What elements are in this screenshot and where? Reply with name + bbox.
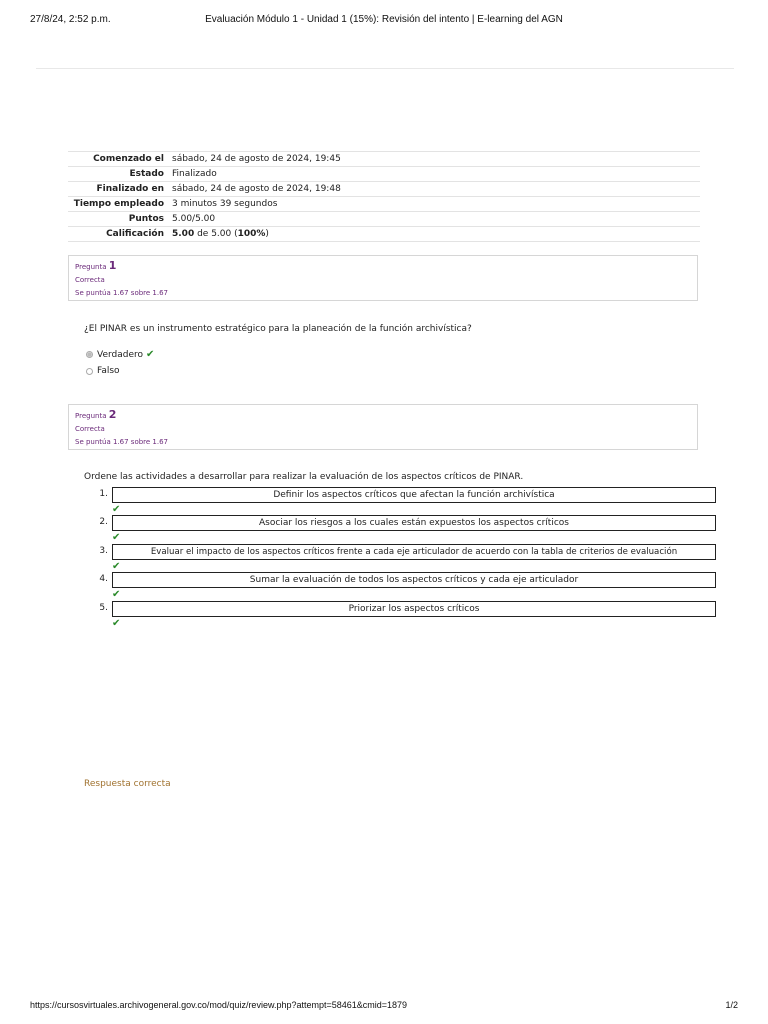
ordering-index: 2. (99, 517, 108, 527)
check-icon: ✔ (112, 532, 121, 543)
summary-label: Puntos (68, 212, 168, 227)
question-label: Pregunta (75, 263, 107, 271)
radio-icon[interactable] (86, 351, 93, 358)
question-number: 2 (108, 408, 117, 421)
summary-row (68, 167, 700, 182)
answer-label: Verdadero (97, 349, 144, 360)
summary-label: Estado (68, 167, 168, 182)
summary-label: Tiempo empleado (68, 197, 168, 212)
summary-label: Finalizado en (68, 182, 168, 197)
ordering-index: 3. (99, 546, 108, 556)
question-feedback: Respuesta correcta (84, 779, 171, 789)
summary-value: sábado, 24 de agosto de 2024, 19:45 (168, 152, 700, 167)
question-2-info (68, 404, 698, 450)
summary-value: sábado, 24 de agosto de 2024, 19:48 (168, 182, 700, 197)
grade-end: ) (265, 229, 269, 239)
question-number: 1 (108, 259, 117, 272)
ordering-item-box[interactable]: Definir los aspectos críticos que afectan la función archivística (112, 487, 716, 503)
check-icon: ✔ (146, 349, 155, 360)
attempt-summary-table (68, 151, 700, 242)
summary-value: 5.00/5.00 (168, 212, 700, 227)
question-grade: Se puntúa 1.67 sobre 1.67 (75, 438, 169, 446)
check-icon: ✔ (112, 618, 121, 629)
print-header (0, 0, 768, 40)
summary-grade-value (168, 227, 700, 242)
summary-label: Comenzado el (68, 152, 168, 167)
question-state: Correcta (75, 425, 105, 433)
check-icon: ✔ (112, 589, 121, 600)
print-footer (0, 1000, 768, 1024)
ordering-item-box[interactable]: Evaluar el impacto de los aspectos críticos frente a cada eje articulador de acuerdo con la tabla de criterios de evaluación (112, 544, 716, 560)
check-icon: ✔ (112, 561, 121, 572)
summary-value: Finalizado (168, 167, 700, 182)
summary-label: Calificación (68, 227, 168, 242)
ordering-item-box[interactable]: Asociar los riesgos a los cuales están expuestos los aspectos críticos (112, 515, 716, 531)
summary-value: 3 minutos 39 segundos (168, 197, 700, 212)
ordering-index: 5. (99, 603, 108, 613)
grade-mid: de 5.00 ( (194, 229, 238, 239)
top-divider (36, 68, 734, 69)
summary-row (68, 197, 700, 212)
print-title: Evaluación Módulo 1 - Unidad 1 (15%): Revisión del intento | E-learning del AGN (205, 14, 563, 25)
print-url: https://cursosvirtuales.archivogeneral.gov.co/mod/quiz/review.php?attempt=58461&cmid=1879 (30, 1000, 408, 1010)
question-grade: Se puntúa 1.67 sobre 1.67 (75, 289, 169, 297)
question-1-text: ¿El PINAR es un instrumento estratégico para la planeación de la función archivística? (84, 324, 472, 334)
answer-label: Falso (97, 366, 120, 376)
question-state: Correcta (75, 276, 105, 284)
summary-row (68, 152, 700, 167)
ordering-index: 1. (99, 489, 108, 499)
ordering-item-box[interactable]: Priorizar los aspectos críticos (112, 601, 716, 617)
answer-option-true[interactable] (86, 349, 154, 360)
ordering-item-box[interactable]: Sumar la evaluación de todos los aspectos críticos y cada eje articulador (112, 572, 716, 588)
grade-points: 5.00 (172, 229, 195, 239)
check-icon: ✔ (112, 504, 121, 515)
print-datetime: 27/8/24, 2:52 p.m. (30, 14, 111, 25)
answer-option-false[interactable] (86, 366, 120, 376)
grade-percent: 100% (237, 229, 266, 239)
question-label: Pregunta (75, 412, 107, 420)
question-1-info (68, 255, 698, 301)
summary-row (68, 227, 700, 242)
summary-row (68, 182, 700, 197)
radio-icon[interactable] (86, 368, 93, 375)
page-number: 1/2 (725, 1000, 738, 1010)
ordering-index: 4. (99, 574, 108, 584)
summary-row (68, 212, 700, 227)
question-2-text: Ordene las actividades a desarrollar para realizar la evaluación de los aspectos críticos de PINAR. (84, 472, 524, 482)
